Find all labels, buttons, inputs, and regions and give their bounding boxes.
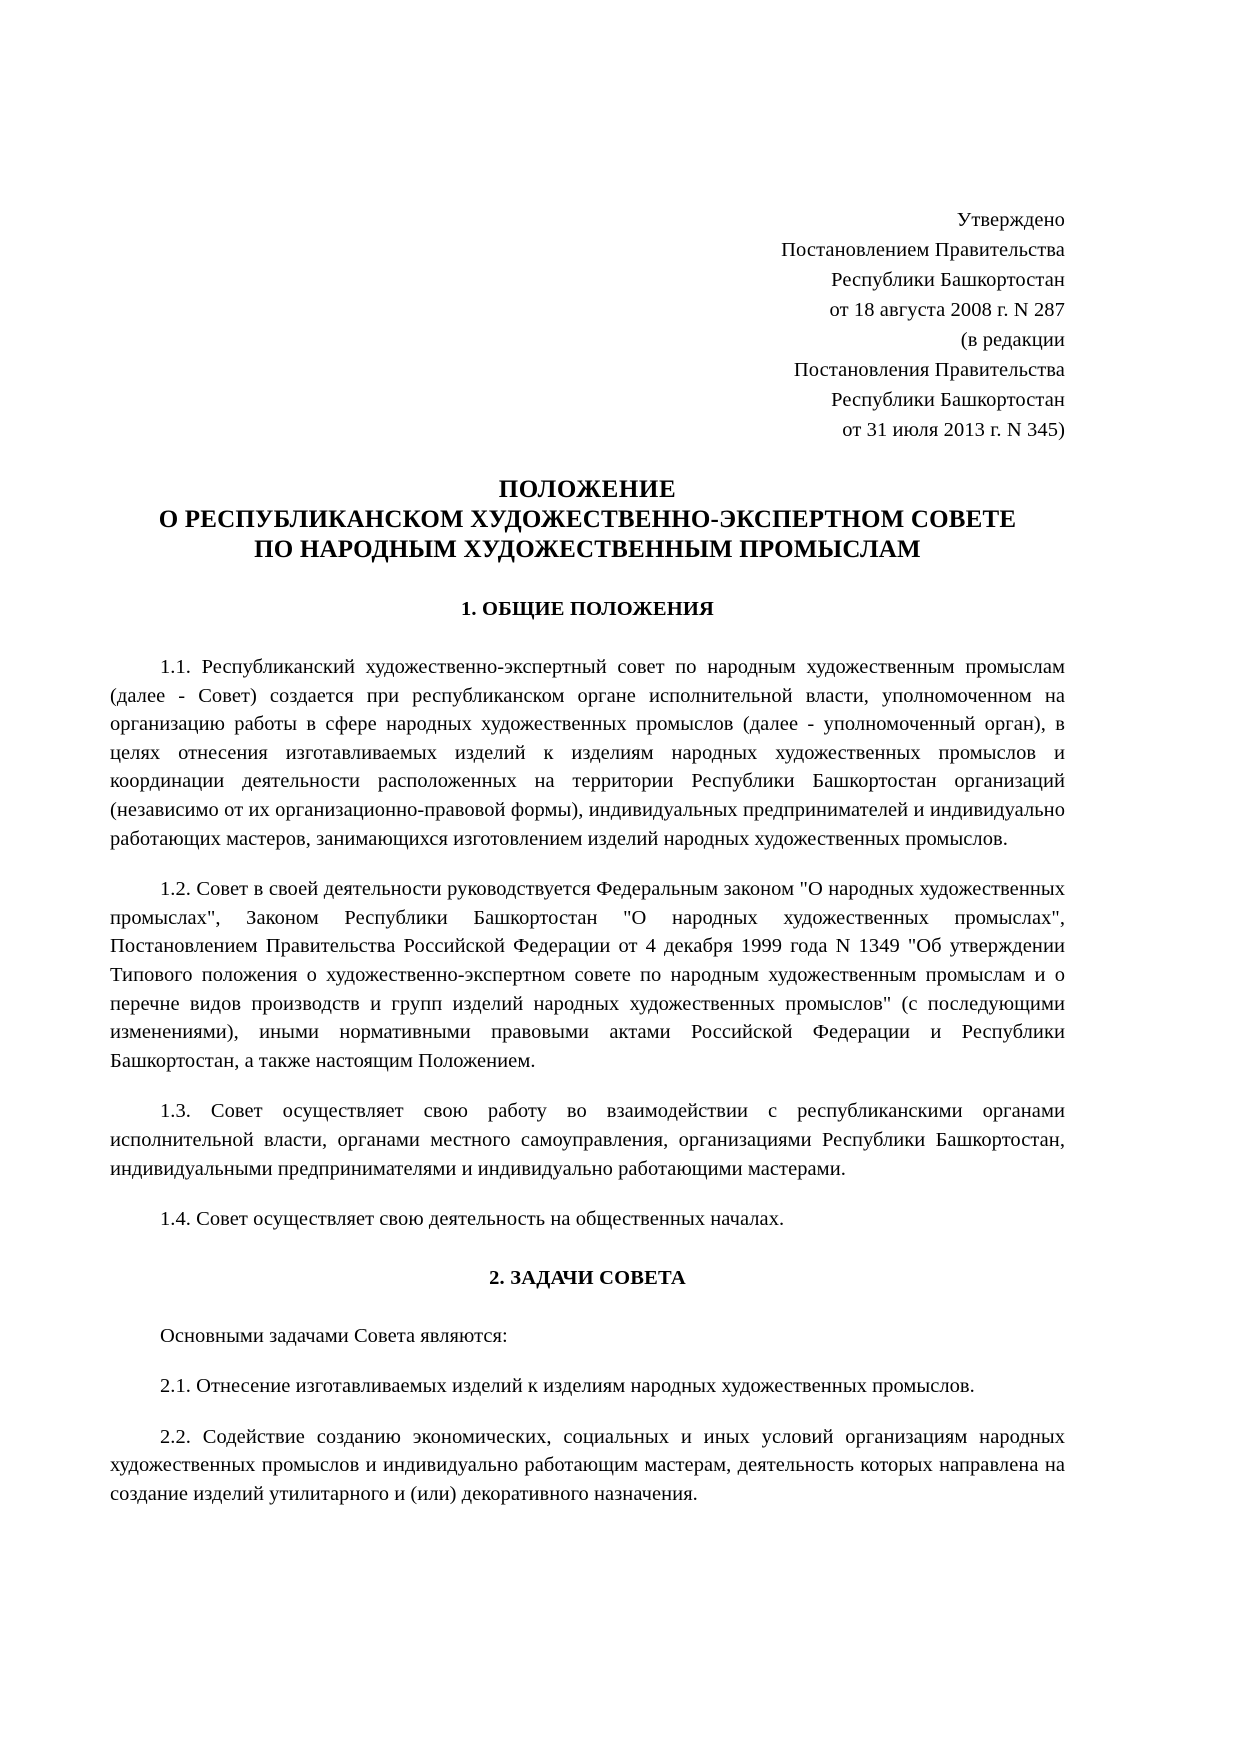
approval-block [110, 205, 1065, 445]
paragraph-1-4: 1.4. Совет осуществляет свою деятельность на общественных началах. [160, 1208, 785, 1231]
section-heading-2: 2. ЗАДАЧИ СОВЕТА [489, 1266, 686, 1289]
approval-line-3: Республики Башкортостан [831, 269, 1065, 291]
approval-line-5: (в редакции [960, 329, 1065, 351]
page-title-line-2: О РЕСПУБЛИКАНСКОМ ХУДОЖЕСТВЕННО-ЭКСПЕРТНОМ СОВЕТЕ [158, 506, 1017, 533]
paragraph-2-2: 2.2. Содействие созданию экономических, социальных и иных условий организациям народных художественных промыслов и индивидуально работающим мастерам, деятельность которых направлена на создание изделий утилитарного и (или) декоративного назначения. [110, 1425, 1065, 1506]
paragraph-1-1: 1.1. Республиканский художественно-экспертный совет по народным художественным промыслам (далее - Совет) создается при республиканском органе исполнительной власти, уполномоченном на организацию работы в сфере народных художественных промыслов (далее - уполномоченный орган), в целях отнесения изготавливаемых изделий к изделиям народных художественных промыслов и координации деятельности расположенных на территории Республики Башкортостан организаций (независимо от их организационно-правовой формы), индивидуальных предпринимателей и индивидуально работающих мастеров, занимающихся изготовлением изделий народных художественных промыслов. [110, 656, 1065, 850]
page-title-line-3: ПО НАРОДНЫМ ХУДОЖЕСТВЕННЫМ ПРОМЫСЛАМ [254, 536, 921, 563]
paragraph-2-intro: Основными задачами Совета являются: [160, 1324, 508, 1347]
approval-line-4: от 18 августа 2008 г. N 287 [829, 299, 1065, 321]
approval-line-7: Республики Башкортостан [831, 389, 1065, 411]
approval-line-2: Постановлением Правительства [781, 239, 1065, 261]
paragraph-1-2: 1.2. Совет в своей деятельности руководствуется Федеральным законом "О народных художественных промыслах", Законом Республики Башкортостан "О народных художественных промыслах", Постановлением Правительства Российской Федерации от 4 декабря 1999 года N 1349 "Об утверждении Типового положения о художественно-экспертном совете по народным художественным промыслам и о перечне видов производств и групп изделий народных художественных промыслов" (с последующими изменениями), иными нормативными правовыми актами Российской Федерации и Республики Башкортостан, а также настоящим Положением. [110, 878, 1065, 1072]
section-heading-1: 1. ОБЩИЕ ПОЛОЖЕНИЯ [460, 598, 715, 620]
approval-line-6: Постановления Правительства [793, 359, 1065, 381]
page-title [110, 475, 1065, 565]
paragraph-2-1: 2.1. Отнесение изготавливаемых изделий к изделиям народных художественных промыслов. [160, 1375, 975, 1398]
paragraph-1-3: 1.3. Совет осуществляет свою работу во взаимодействии с республиканскими органами исполнительной власти, органами местного самоуправления, организациями Республики Башкортостан, индивидуальными предпринимателями и индивидуально работающими мастерами. [110, 1100, 1065, 1180]
approval-line-1: Утверждено [956, 209, 1065, 231]
page-title-line-1: ПОЛОЖЕНИЕ [498, 476, 677, 503]
approval-line-8: от 31 июля 2013 г. N 345) [842, 419, 1065, 441]
